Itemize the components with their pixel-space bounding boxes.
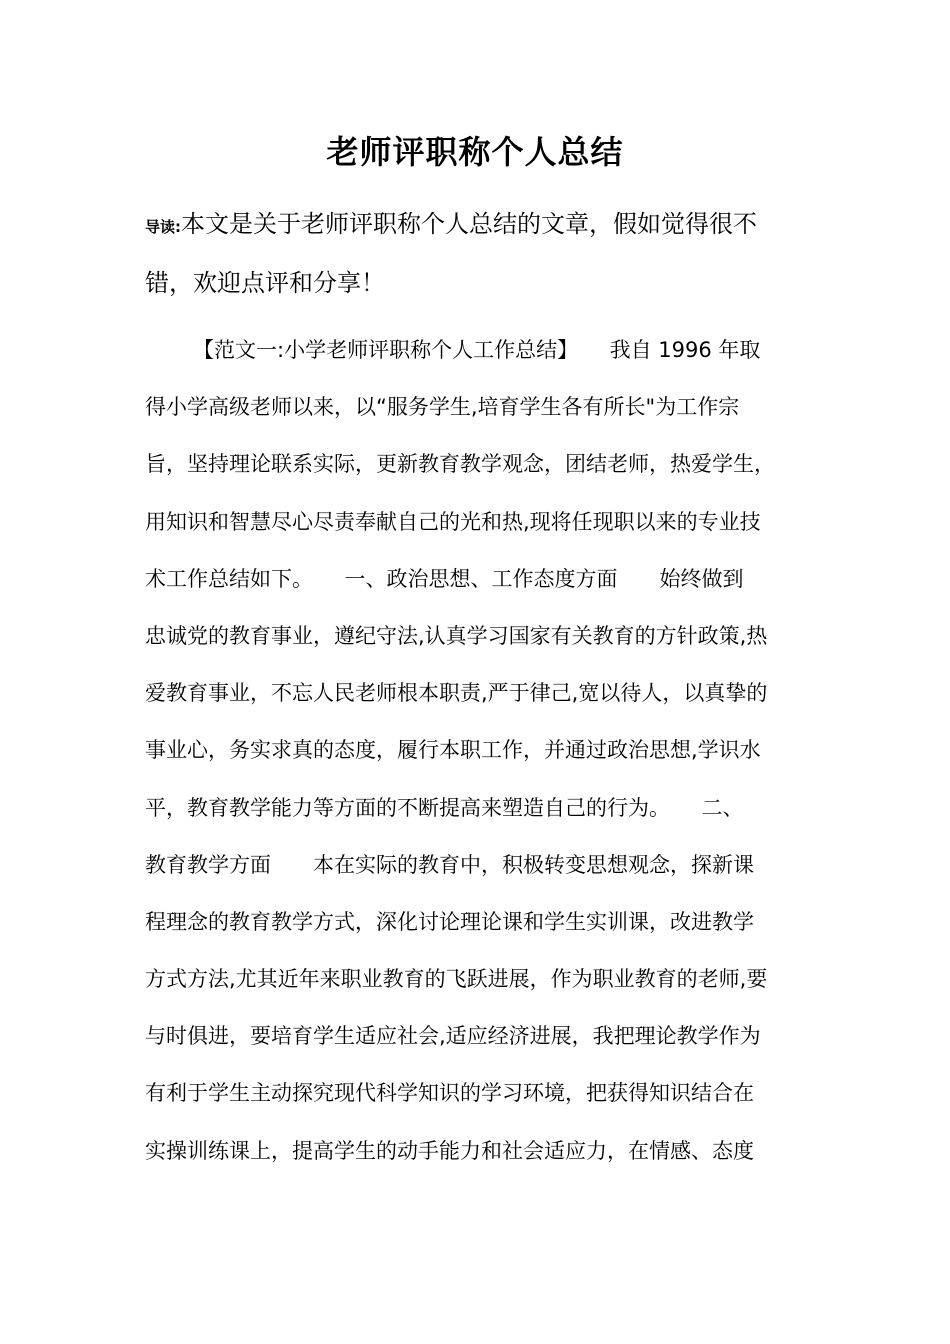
document-title: 老师评职称个人总结 — [326, 133, 624, 171]
body-line: 事业心，务实求真的态度，履行本职工作，并通过政治思想,学识水 — [145, 738, 761, 763]
intro-paragraph — [145, 196, 815, 311]
body-line: 教育教学方面 本在实际的教育中，积极转变思想观念，探新课 — [145, 852, 754, 877]
body-line: 爱教育事业，不忘人民老师根本职责,严于律己,宽以待人，以真挚的 — [145, 681, 768, 706]
body-line: 实操训练课上，提高学生的动手能力和社会适应力，在情感、态度 — [145, 1138, 754, 1163]
body-line: 有利于学生主动探究现代科学知识的学习环境，把获得知识结合在 — [145, 1081, 754, 1106]
body-line: 程理念的教育教学方式，深化讨论理论课和学生实训课，改进教学 — [145, 909, 754, 934]
body-line: 旨，坚持理论联系实际，更新教育教学观念，团结老师，热爱学生， — [145, 452, 775, 477]
body-line: 与时俱进，要培育学生适应社会,适应经济进展，我把理论教学作为 — [145, 1024, 761, 1049]
body-line: 忠诚党的教育事业，遵纪守法,认真学习国家有关教育的方针政策,热 — [145, 623, 768, 648]
body-line: 得小学高级老师以来，以“服务学生,培育学生各有所长"为工作宗 — [145, 395, 740, 420]
body-text — [145, 326, 825, 1184]
body-line: 术工作总结如下。 一、政治思想、工作态度方面 始终做到 — [145, 566, 744, 591]
body-line: 【范文一:小学老师评职称个人工作总结】 我自 1996 年取 — [193, 338, 761, 362]
intro-label: 导读: — [145, 218, 181, 236]
intro-text-line-2: 错，欢迎点评和分享！ — [145, 269, 385, 297]
intro-text-line-1: 本文是关于老师评职称个人总结的文章，假如觉得很不 — [181, 210, 757, 238]
body-line: 方式方法,尤其近年来职业教育的飞跃进展，作为职业教育的老师,要 — [145, 967, 768, 992]
body-line: 平，教育教学能力等方面的不断提高来塑造自己的行为。 二、 — [145, 795, 744, 820]
body-line: 用知识和智慧尽心尽责奉献自己的光和热,现将任现职以来的专业技 — [145, 509, 761, 534]
